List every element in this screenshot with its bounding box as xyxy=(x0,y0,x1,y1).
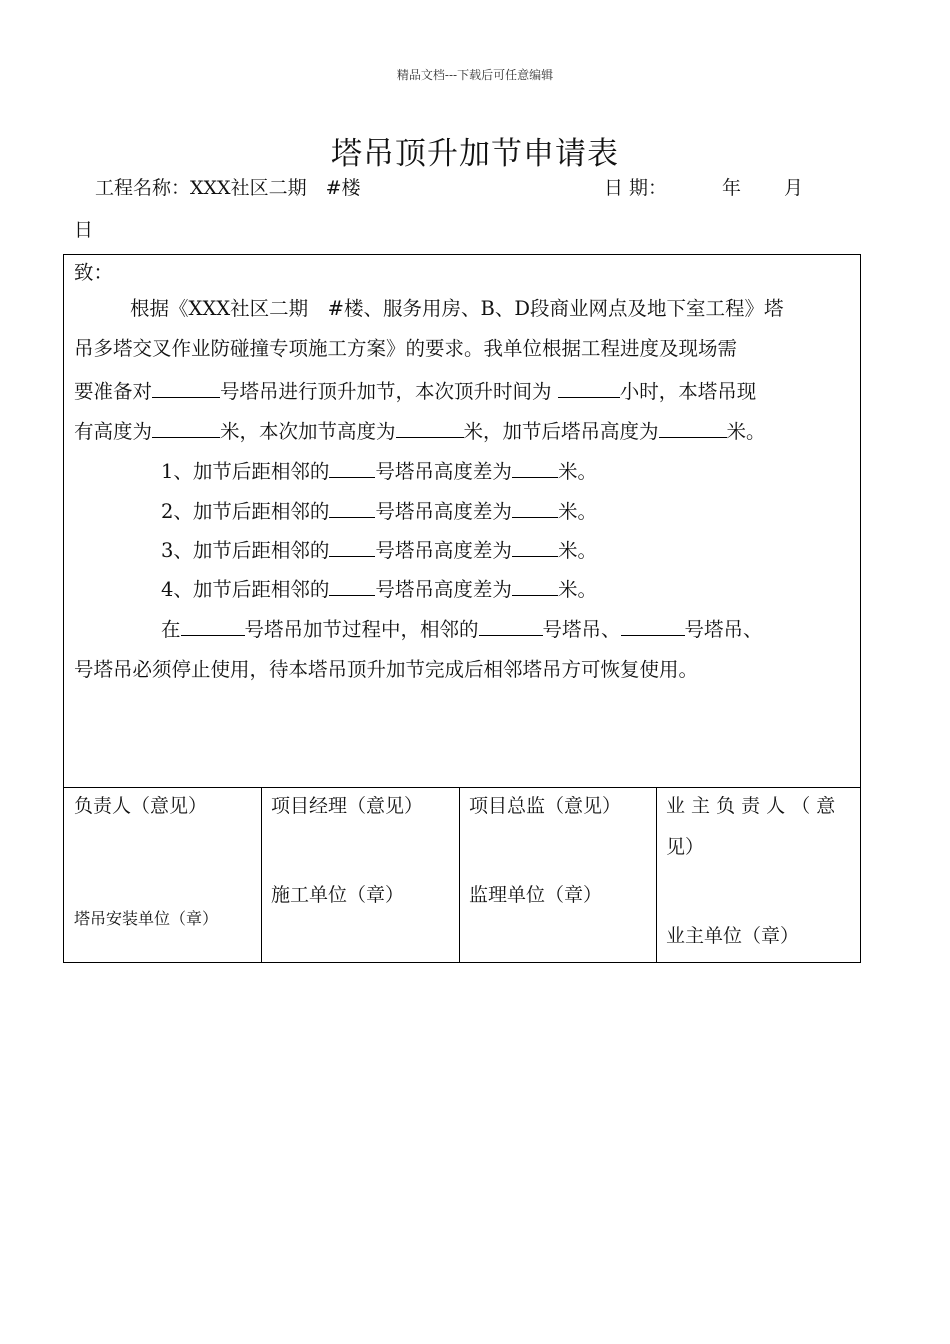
chief-supervisor-opinion-label: 项目总监（意见） xyxy=(469,795,622,817)
owner-unit-seal-label: 业主单位（章） xyxy=(666,925,800,947)
addressee-label: 致： xyxy=(74,261,114,284)
form-title: 塔吊顶升加节申请表 xyxy=(331,136,619,172)
installer-unit-seal-label: 塔吊安装单位（章） xyxy=(74,909,219,928)
height-diff-item-3: 3、加节后距相邻的 号塔吊高度差为 米。 xyxy=(161,539,597,562)
height-diff-item-4: 4、加节后距相邻的 号塔吊高度差为 米。 xyxy=(161,578,597,601)
paragraph2-line1: 在 号塔吊加节过程中，相邻的 号塔吊、 号塔吊、 xyxy=(161,618,763,641)
height-diff-blank-4[interactable] xyxy=(512,577,558,596)
supervision-unit-seal-label: 监理单位（章） xyxy=(469,884,603,906)
project-name-label: 工程名称：XXX社区二期 #楼 xyxy=(95,177,361,199)
height-diff-blank-1[interactable] xyxy=(512,459,558,478)
stopped-crane-blank-2[interactable] xyxy=(621,617,685,636)
adjacent-crane-blank-2[interactable] xyxy=(329,499,375,518)
height-diff-blank-2[interactable] xyxy=(512,499,558,518)
current-height-blank[interactable] xyxy=(152,419,220,438)
crane-number-blank[interactable] xyxy=(152,379,220,398)
owner-lead-opinion-label-cont: 见） xyxy=(666,836,705,858)
adjacent-crane-blank-3[interactable] xyxy=(329,538,375,557)
owner-lead-opinion-label: 业 主 负 责 人 （ 意 xyxy=(666,795,836,817)
height-diff-blank-3[interactable] xyxy=(512,538,558,557)
adjacent-crane-blank-4[interactable] xyxy=(329,577,375,596)
date-day: 日 xyxy=(74,219,94,241)
stopped-crane-blank-1[interactable] xyxy=(479,617,543,636)
column-divider-2 xyxy=(459,788,460,962)
installer-lead-opinion-label: 负责人（意见） xyxy=(74,795,208,817)
adjacent-crane-blank-1[interactable] xyxy=(329,459,375,478)
column-divider-3 xyxy=(656,788,657,962)
header-note: 精品文档---下载后可任意编辑 xyxy=(396,68,554,82)
signature-divider xyxy=(64,787,860,788)
paragraph1-line3: 要准备对 号塔吊进行顶升加节，本次顶升时间为 小时，本塔吊现 xyxy=(74,380,757,403)
date-label: 日 期： xyxy=(604,177,668,199)
jacking-crane-blank[interactable] xyxy=(181,617,245,636)
height-diff-item-2: 2、加节后距相邻的 号塔吊高度差为 米。 xyxy=(161,500,597,523)
project-manager-opinion-label: 项目经理（意见） xyxy=(271,795,424,817)
application-form-table xyxy=(63,254,861,963)
paragraph1-line1: 根据《XXX社区二期 #楼、服务用房、B、D段商业网点及地下室工程》塔 xyxy=(130,297,784,320)
paragraph2-line2: 号塔吊必须停止使用，待本塔吊顶升加节完成后相邻塔吊方可恢复使用。 xyxy=(74,658,699,681)
letter-body xyxy=(64,255,860,787)
column-divider-1 xyxy=(261,788,262,962)
paragraph1-line4: 有高度为 米，本次加节高度为 米，加节后塔吊高度为 米。 xyxy=(74,420,766,443)
added-height-blank[interactable] xyxy=(396,419,464,438)
date-year: 年 xyxy=(722,177,742,199)
jacking-hours-blank[interactable] xyxy=(558,379,620,398)
final-height-blank[interactable] xyxy=(659,419,727,438)
date-month: 月 xyxy=(784,177,804,199)
paragraph1-line2: 吊多塔交叉作业防碰撞专项施工方案》的要求。我单位根据工程进度及现场需 xyxy=(74,337,738,360)
construction-unit-seal-label: 施工单位（章） xyxy=(271,884,405,906)
height-diff-item-1: 1、加节后距相邻的 号塔吊高度差为 米。 xyxy=(161,460,597,483)
